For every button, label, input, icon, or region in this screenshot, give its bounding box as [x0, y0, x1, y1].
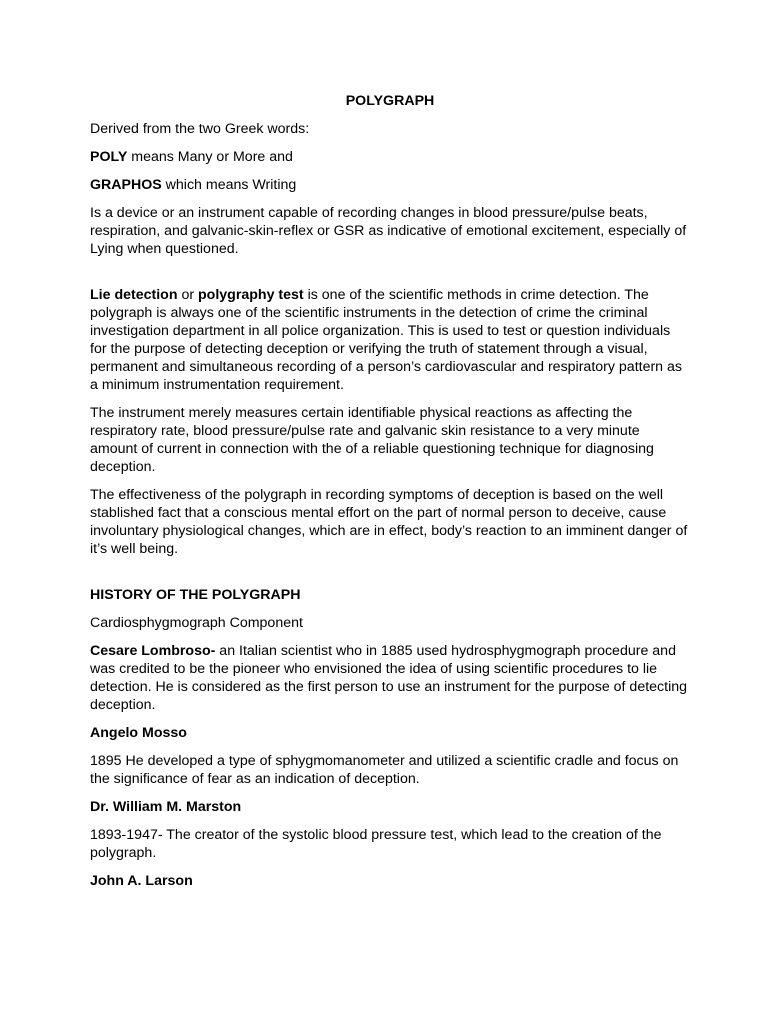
- lie-detection-or: or: [177, 287, 199, 303]
- lombroso-text: an Italian scientist who in 1885 used hydrosphygmograph procedure and was credited to be the pioneer who envisioned the idea of using scientific procedures to lie detection. He is considered as the first person to use an instrument for the purpose of detecting deception.: [90, 643, 688, 713]
- effectiveness-paragraph: The effectiveness of the polygraph in recording symptoms of deception is based on the well stablished fact that a conscious mental effort on the part of normal person to deceive, cause involuntary physiological changes, which are in effect, body’s reaction to an imminent danger of it’s well being.: [90, 487, 688, 557]
- poly-definition: [90, 148, 690, 166]
- document-body: [90, 92, 690, 900]
- marston-heading: Dr. William M. Marston: [90, 799, 242, 815]
- lie-detection-term: Lie detection: [90, 287, 178, 303]
- lombroso-name: Cesare Lombroso-: [90, 643, 216, 659]
- history-section-title: HISTORY OF THE POLYGRAPH: [90, 587, 301, 603]
- graphos-definition: [90, 176, 690, 194]
- larson-heading: John A. Larson: [90, 873, 193, 889]
- lie-detection-text: is one of the scientific methods in crime detection. The polygraph is always one of the scientific instruments in the detection of crime the criminal investigation department in all police organization. This is used to test or question individuals for the purpose of detecting deception or verifying the truth of statement through a visual, permanent and simultaneous recording of a person’s cardiovascular and respiratory pattern as a minimum instrumentation requirement.: [90, 287, 683, 393]
- mosso-paragraph: 1895 He developed a type of sphygmomanometer and utilized a scientific cradle and focus on the significance of fear as an indication of deception.: [90, 753, 679, 787]
- device-definition-paragraph: Is a device or an instrument capable of recording changes in blood pressure/pulse beats, respiration, and galvanic-skin-reflex or GSR as indicative of emotional excitement, especially of Lying when questioned.: [90, 205, 687, 257]
- lombroso-paragraph: [90, 642, 690, 714]
- polygraphy-test-term: polygraphy test: [198, 287, 304, 303]
- graphos-meaning: which means Writing: [161, 177, 297, 193]
- poly-meaning: means Many or More and: [127, 149, 293, 165]
- intro-paragraph: Derived from the two Greek words:: [90, 121, 310, 137]
- graphos-term: GRAPHOS: [90, 177, 162, 193]
- lie-detection-paragraph: [90, 286, 690, 394]
- document-title: POLYGRAPH: [345, 93, 435, 109]
- instrument-paragraph: The instrument merely measures certain identifiable physical reactions as affecting the respiratory rate, blood pressure/pulse rate and galvanic skin resistance to a very minute amount of current in connection with the of a reliable questioning technique for diagnosing deception.: [90, 405, 654, 475]
- marston-paragraph: 1893-1947- The creator of the systolic blood pressure test, which lead to the creation of the polygraph.: [90, 827, 662, 861]
- mosso-heading: Angelo Mosso: [90, 725, 187, 741]
- poly-term: POLY: [90, 149, 128, 165]
- component-label: Cardiosphygmograph Component: [90, 615, 303, 631]
